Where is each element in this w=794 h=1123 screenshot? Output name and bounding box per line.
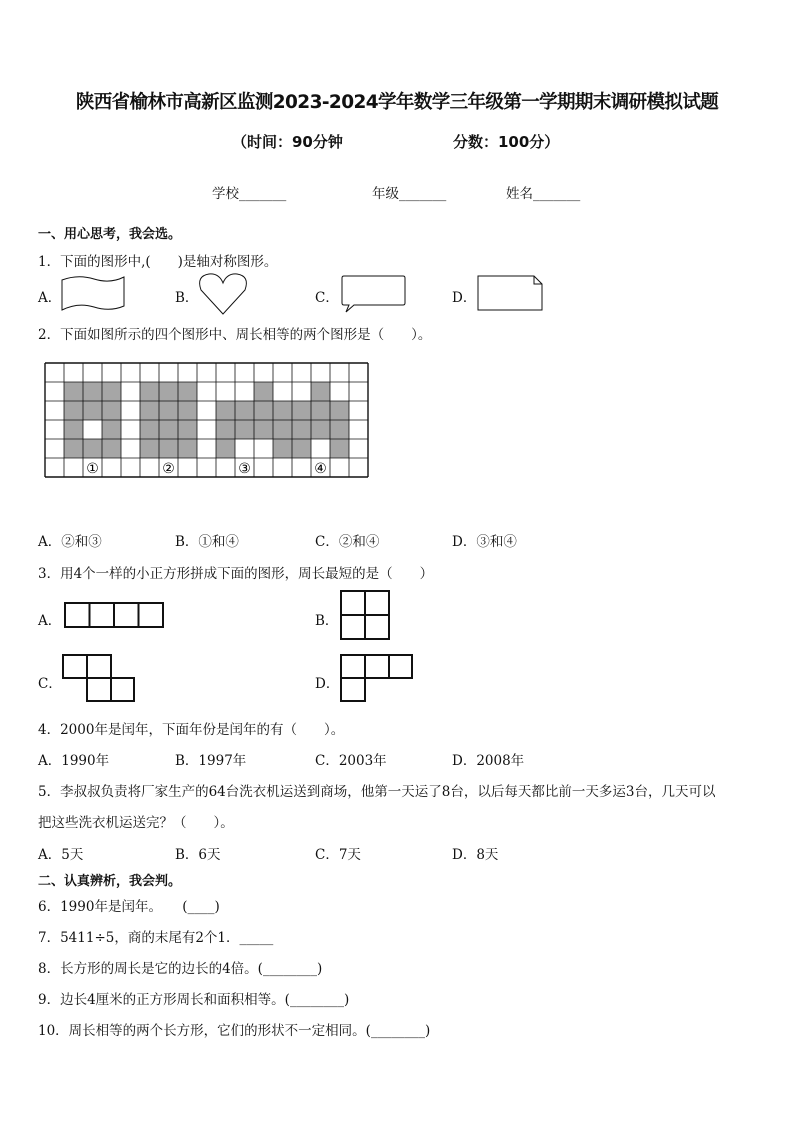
shaded-cell [140,401,159,420]
q5-option-d: D．8天 [452,847,499,863]
section-2-heading: 二、认真辨析，我会判。 [38,874,182,889]
shaded-cell [273,401,292,420]
question-5-line-2: 把这些洗衣机运送完？（ ）。 [38,815,234,831]
shaded-cell [254,382,273,401]
shaded-cell [159,420,178,439]
q1-option-b-label: B． [175,290,199,306]
shaded-cell [330,401,349,420]
shape-number-label: ③ [238,461,251,477]
shaded-cell [102,439,121,458]
question-9: 9．边长4厘米的正方形周长和面积相等。(________) [38,992,350,1008]
shaded-cell [159,382,178,401]
shaded-cell [159,401,178,420]
grade-field: 年级_______ [372,186,447,202]
shaded-cell [83,439,102,458]
q4-option-c: C．2003年 [315,753,387,769]
q2-option-d: D．③和④ [452,534,517,550]
exam-score: 分数：100分） [453,133,560,151]
shaded-cell [292,401,311,420]
perimeter-grid-figure [44,362,368,478]
shape-number-label: ② [162,461,175,477]
question-10: 10．周长相等的两个长方形，它们的形状不一定相同。(________) [38,1023,431,1039]
wavy-flag-shape [60,274,126,314]
shaded-cell [140,439,159,458]
shape-number-label: ④ [314,461,327,477]
q5-option-b: B．6天 [175,847,221,863]
shaded-cell [273,420,292,439]
section-1-heading: 一、用心思考，我会选。 [38,227,182,242]
q4-option-a: A．1990年 [38,753,110,769]
shaded-cell [64,439,83,458]
shaded-cell [216,401,235,420]
shaded-cell [140,382,159,401]
school-field: 学校_______ [212,186,287,202]
question-7: 7．5411÷5，商的末尾有2个1．_____ [38,930,274,946]
shaded-cell [178,420,197,439]
shaded-cell [292,439,311,458]
question-1: 1．下面的图形中,( )是轴对称图形。 [38,254,278,270]
shaded-cell [140,420,159,439]
shape-number-label: ① [86,461,99,477]
folded-rectangle-shape [476,274,546,314]
q4-option-b: B．1997年 [175,753,247,769]
shaded-cell [102,420,121,439]
q5-option-a: A．5天 [38,847,84,863]
question-4: 4．2000年是闰年，下面年份是闰年的有（ ）。 [38,722,345,738]
two-by-two-square-shape [340,590,394,642]
shaded-cell [178,382,197,401]
shaded-cell [216,420,235,439]
shaded-cell [273,439,292,458]
shaded-cell [102,401,121,420]
z-tetromino-shape [62,654,136,704]
q1-option-a-label: A． [38,290,62,306]
question-6: 6．1990年是闰年。 (____) [38,899,220,915]
page-title: 陕西省榆林市高新区监测2023-2024学年数学三年级第一学期期末调研模拟试题 [75,92,719,113]
shaded-cell [64,420,83,439]
q1-option-d-label: D． [452,290,477,306]
shaded-cell [311,401,330,420]
q2-option-a: A．②和③ [38,534,102,550]
l-tetromino-shape [340,654,414,704]
shaded-cell [178,439,197,458]
q2-option-b: B．①和④ [175,534,239,550]
q4-option-d: D．2008年 [452,753,525,769]
q3-option-a-label: A． [38,613,62,629]
q1-option-c-label: C． [315,290,339,306]
shaded-cell [254,401,273,420]
shaded-cell [292,420,311,439]
question-5-line-1: 5．李叔叔负责将厂家生产的64台洗衣机运送到商场，他第一天运了8台，以后每天都比前一天多运3台，几天可以 [38,784,716,800]
exam-time: （时间：90分钟 [232,133,343,151]
q2-option-c: C．②和④ [315,534,380,550]
shaded-cell [102,382,121,401]
question-3: 3．用4个一样的小正方形拼成下面的图形，周长最短的是（ ） [38,566,434,582]
q3-option-b-label: B． [315,613,339,629]
heart-shape [198,272,248,316]
shaded-cell [159,439,178,458]
question-8: 8．长方形的周长是它的边长的4倍。(________) [38,961,323,977]
four-squares-in-row-shape [64,602,166,630]
shaded-cell [178,401,197,420]
shaded-cell [254,420,273,439]
q5-option-c: C．7天 [315,847,361,863]
shaded-cell [330,420,349,439]
shaded-cell [83,382,102,401]
shaded-cell [64,401,83,420]
shaded-cell [64,382,83,401]
name-field: 姓名_______ [506,186,581,202]
question-2: 2．下面如图所示的四个图形中、周长相等的两个图形是（ ）。 [38,327,432,343]
q3-option-d-label: D． [315,676,340,692]
shaded-cell [311,382,330,401]
shaded-cell [235,401,254,420]
shaded-cell [83,401,102,420]
shaded-cell [330,439,349,458]
shaded-cell [235,420,254,439]
q3-option-c-label: C． [38,676,62,692]
speech-bubble-shape [340,274,408,314]
shaded-cell [311,420,330,439]
shaded-cell [216,439,235,458]
